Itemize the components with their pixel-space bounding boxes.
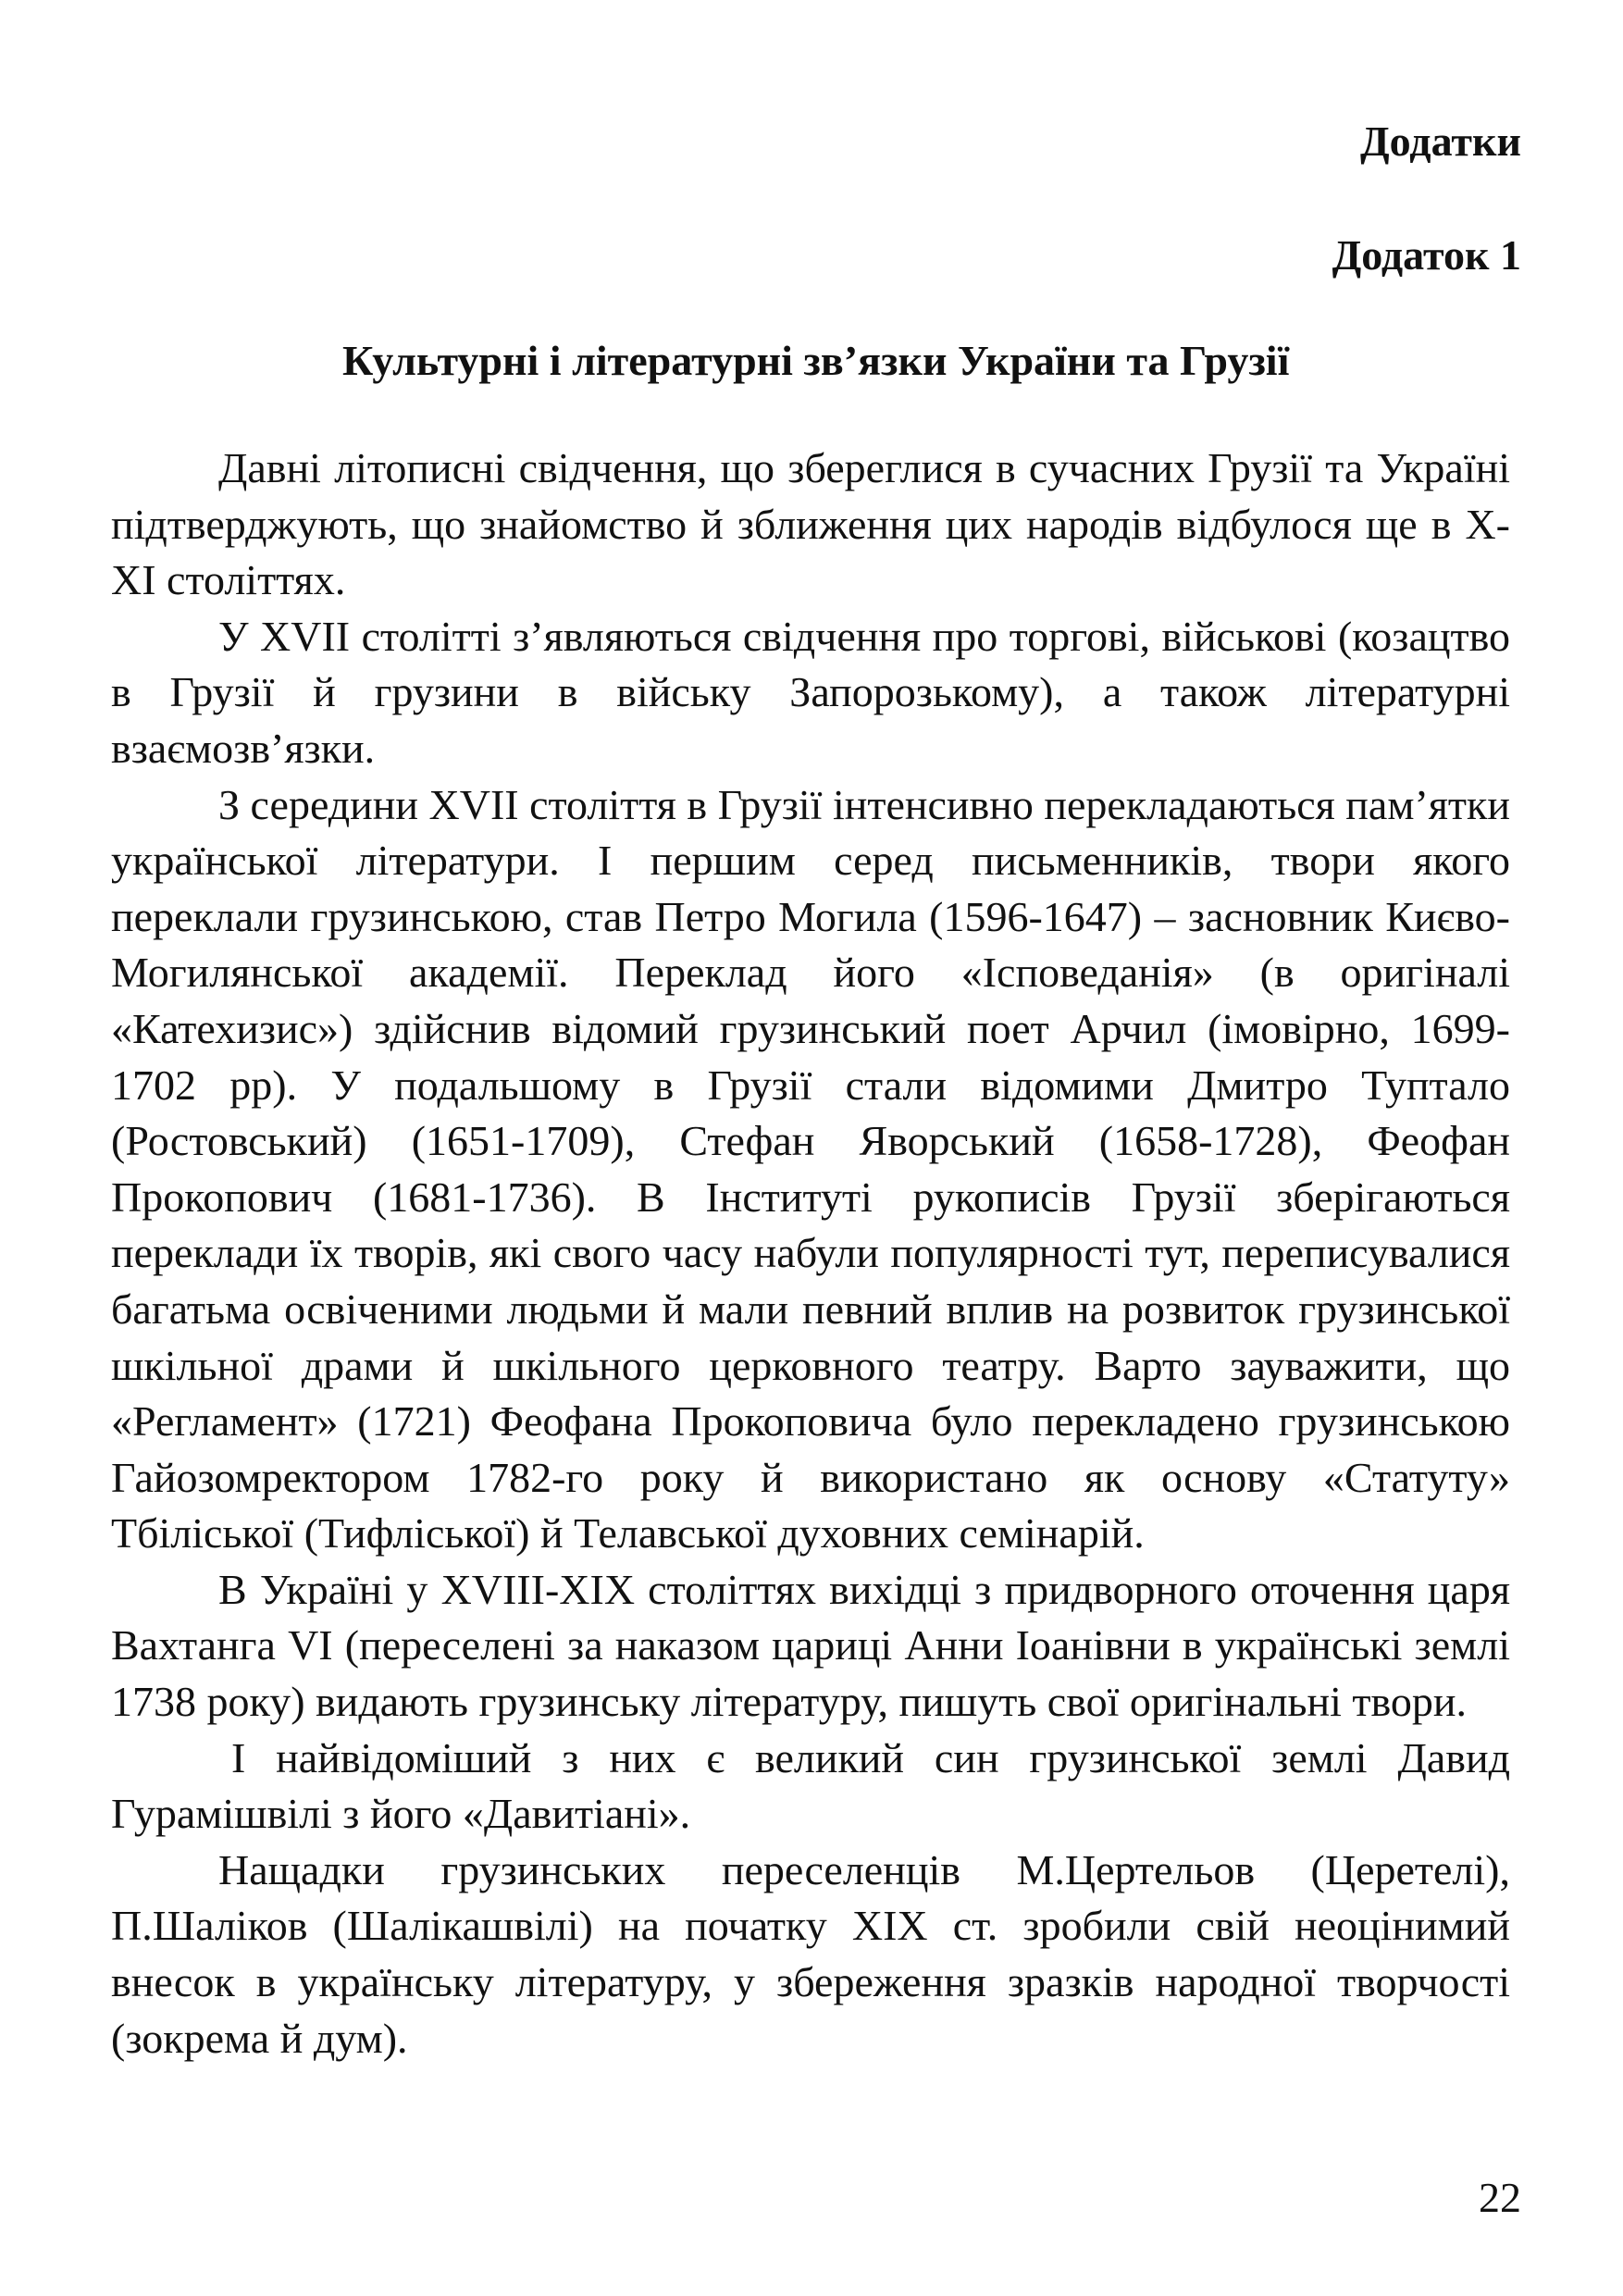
document-title: Культурні і літературні зв’язки України та Грузії <box>342 337 1290 384</box>
paragraph: В Україні у XVIII-XIX століттях вихідці з придворного оточення царя Вахтанга VI (переселені за наказом цариці Анни Іоанівни в українські землі 1738 року) видають грузинську літературу, пишуть свої оригінальні твори. <box>111 1565 1510 1726</box>
paragraph: І найвідоміший з них є великий син грузинської землі Давид Гурамішвілі з його «Давитіані». <box>111 1733 1510 1838</box>
paragraph: Нащадки грузинських переселенців М.Цертельов (Церетелі), П.Шаліков (Шалікашвілі) на початку XIX ст. зробили свій неоцінимий внесок в українську літературу, у збереження зразків народної творчості (зокрема й дум). <box>111 1845 1510 2062</box>
appendix-number-heading: Додаток 1 <box>1332 231 1521 279</box>
paragraph: Давні літописні свідчення, що збереглися в сучасних Грузії та Україні підтверджують, що знайомство й зближення цих народів відбулося ще в X-XI століттях. <box>111 444 1510 604</box>
page-number: 22 <box>1479 2174 1521 2221</box>
appendices-heading: Додатки <box>1359 118 1521 165</box>
paragraph: У XVII столітті з’являються свідчення про торгові, військові (козацтво в Грузії й грузини в війську Запорозькому), а також літературні взаємозв’язки. <box>111 612 1510 772</box>
paragraph: З середини XVII століття в Грузії інтенсивно перекладаються пам’ятки української літератури. І першим серед письменників, твори якого переклали грузинською, став Петро Могила (1596-1647) – засновник Києво-Могилянської академії. Переклад його «Ісповеданія» (в оригіналі «Катехизис») здійснив відомий грузинський поет Арчил (імовірно, 1699-1702 рр). У подальшому в Грузії стали відомими Дмитро Туптало (Ростовський) (1651-1709), Стефан Яворський (1658-1728), Феофан Прокопович (1681-1736). В Інституті рукописів Грузії зберігаються переклади їх творів, які свого часу набули популярності тут, переписувалися багатьма освіченими людьми й мали певний вплив на розвиток грузинської шкільної драми й шкільного церковного театру. Варто зауважити, що «Регламент» (1721) Феофана Прокоповича було перекладено грузинською Гайозомректором 1782-го року й використано як основу «Статуту» Тбіліської (Тифліської) й Телавської духовних семінарій. <box>111 780 1510 1558</box>
body-text <box>111 441 1510 2066</box>
